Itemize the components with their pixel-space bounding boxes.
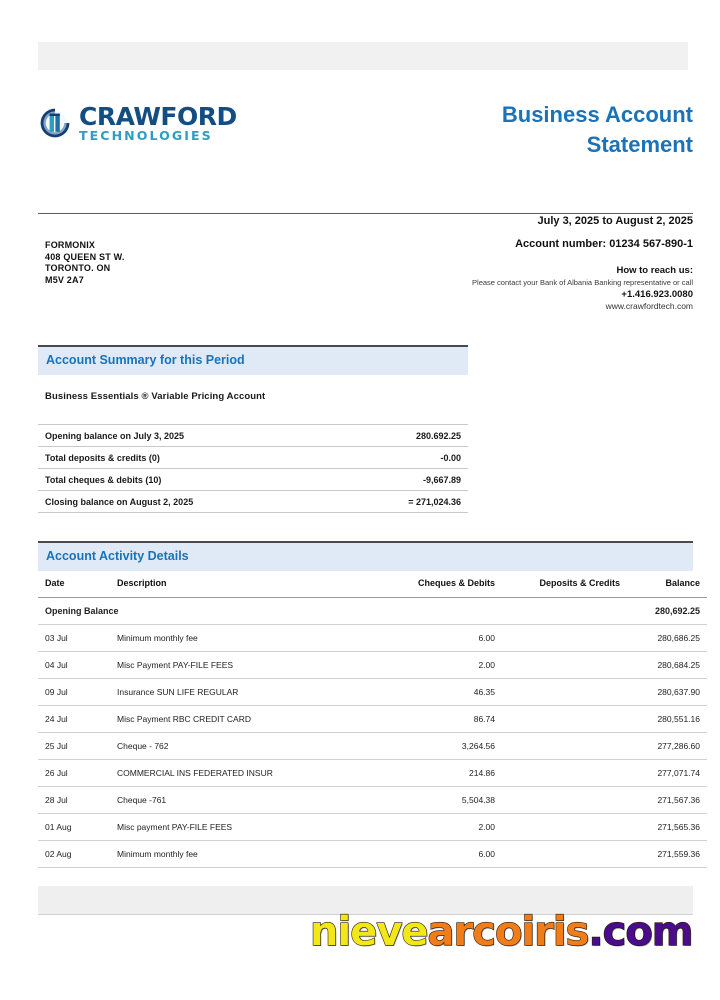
cell-balance: 280,551.16 <box>620 706 707 733</box>
cell-debit: 6.00 <box>360 841 495 868</box>
table-row[interactable] <box>38 787 707 814</box>
account-activity-title: Account Activity Details <box>46 549 189 563</box>
document-title-line1: Business Account <box>501 102 693 127</box>
cell-credit <box>495 679 620 706</box>
document-title <box>363 100 693 160</box>
cell-date: 26 Jul <box>38 760 117 787</box>
cell-debit: 3,264.56 <box>360 733 495 760</box>
cell-balance: 277,071.74 <box>620 760 707 787</box>
statement-period: July 3, 2025 to August 2, 2025 <box>537 215 693 227</box>
opening-balance-row <box>38 598 707 625</box>
cell-balance: 277,286.60 <box>620 733 707 760</box>
cell-balance: 271,567.36 <box>620 787 707 814</box>
logo-title: CRAWFORD <box>79 102 237 131</box>
account-activity-band <box>38 541 693 571</box>
table-row[interactable] <box>38 733 707 760</box>
cell-debit: 214.86 <box>360 760 495 787</box>
customer-name: FORMONIX <box>45 240 96 250</box>
cell-balance: 280,686.25 <box>620 625 707 652</box>
cell-description: Misc Payment PAY-FILE FEES <box>117 652 360 679</box>
watermark-part-3: .com <box>588 909 693 955</box>
summary-value: 280.692.25 <box>348 425 468 447</box>
summary-value: = 271,024.36 <box>348 491 468 513</box>
cell-credit <box>495 760 620 787</box>
opening-balance-debit <box>360 598 495 625</box>
summary-value: -0.00 <box>348 447 468 469</box>
cell-debit: 46.35 <box>360 679 495 706</box>
cell-credit <box>495 787 620 814</box>
cell-credit <box>495 706 620 733</box>
cell-date: 25 Jul <box>38 733 117 760</box>
summary-row <box>38 425 468 447</box>
document-title-line2: Statement <box>586 132 693 157</box>
header-divider <box>38 213 693 214</box>
summary-row <box>38 491 468 513</box>
how-to-reach-heading: How to reach us: <box>616 265 693 276</box>
cell-credit <box>495 625 620 652</box>
account-summary-band <box>38 345 468 375</box>
customer-postal-code: M5V 2A7 <box>45 274 84 285</box>
statement-header <box>38 100 693 180</box>
cell-balance: 271,565.36 <box>620 814 707 841</box>
cell-debit: 6.00 <box>360 625 495 652</box>
cell-debit: 2.00 <box>360 814 495 841</box>
column-header-date: Date <box>38 578 117 598</box>
cell-credit <box>495 733 620 760</box>
cell-credit <box>495 652 620 679</box>
cell-date: 09 Jul <box>38 679 117 706</box>
account-number: Account number: 01234 567-890-1 <box>515 238 693 250</box>
table-row[interactable] <box>38 625 707 652</box>
cell-description: COMMERCIAL INS FEDERATED INSUR <box>117 760 360 787</box>
summary-label: Total deposits & credits (0) <box>38 447 348 469</box>
cell-date: 04 Jul <box>38 652 117 679</box>
column-header-description: Description <box>117 578 360 598</box>
cell-description: Misc Payment RBC CREDIT CARD <box>117 706 360 733</box>
opening-balance-credit <box>495 598 620 625</box>
opening-balance-label: Opening Balance <box>38 598 360 625</box>
summary-label: Total cheques & debits (10) <box>38 469 348 491</box>
contact-website[interactable]: www.crawfordtech.com <box>605 301 693 311</box>
cell-date: 24 Jul <box>38 706 117 733</box>
contact-phone: +1.416.923.0080 <box>621 289 693 300</box>
account-meta-block <box>273 215 693 311</box>
cell-description: Minimum monthly fee <box>117 841 360 868</box>
cell-description: Minimum monthly fee <box>117 625 360 652</box>
account-activity-table <box>38 578 707 868</box>
table-row[interactable] <box>38 706 707 733</box>
cell-description: Cheque - 762 <box>117 733 360 760</box>
account-summary-title: Account Summary for this Period <box>46 353 245 367</box>
table-row[interactable] <box>38 841 707 868</box>
watermark <box>310 909 693 955</box>
customer-address-block <box>45 240 125 286</box>
summary-row <box>38 447 468 469</box>
watermark-part-1: nieve <box>310 909 428 955</box>
cell-debit: 86.74 <box>360 706 495 733</box>
cell-credit <box>495 814 620 841</box>
how-to-reach-body: Please contact your Bank of Albania Banking representative or call <box>472 278 693 287</box>
cell-date: 28 Jul <box>38 787 117 814</box>
cell-balance: 280,684.25 <box>620 652 707 679</box>
watermark-part-2: arcoiris <box>427 909 589 955</box>
cell-description: Cheque -761 <box>117 787 360 814</box>
cell-credit <box>495 841 620 868</box>
cell-debit: 2.00 <box>360 652 495 679</box>
logo-subtitle: TECHNOLOGIES <box>79 128 213 143</box>
summary-value: -9,667.89 <box>348 469 468 491</box>
table-row[interactable] <box>38 760 707 787</box>
table-header-row <box>38 578 707 598</box>
cell-description: Insurance SUN LIFE REGULAR <box>117 679 360 706</box>
cell-debit: 5,504.38 <box>360 787 495 814</box>
table-row[interactable] <box>38 652 707 679</box>
summary-label: Closing balance on August 2, 2025 <box>38 491 348 513</box>
account-summary-table <box>38 424 468 513</box>
column-header-debits: Cheques & Debits <box>360 578 495 598</box>
cell-date: 02 Aug <box>38 841 117 868</box>
cell-description: Misc payment PAY-FILE FEES <box>117 814 360 841</box>
cell-date: 01 Aug <box>38 814 117 841</box>
customer-address-line1: 408 QUEEN ST W. <box>45 251 125 262</box>
column-header-credits: Deposits & Credits <box>495 578 620 598</box>
product-name: Business Essentials ® Variable Pricing Account <box>45 391 266 402</box>
cell-balance: 280,637.90 <box>620 679 707 706</box>
table-row[interactable] <box>38 814 707 841</box>
top-gray-band <box>38 42 688 70</box>
cell-date: 03 Jul <box>38 625 117 652</box>
customer-address-line2: TORONTO. ON <box>45 263 111 273</box>
company-logo <box>38 104 237 143</box>
opening-balance-value: 280,692.25 <box>620 598 707 625</box>
column-header-balance: Balance <box>620 578 707 598</box>
crawford-ring-icon <box>38 106 72 140</box>
summary-row <box>38 469 468 491</box>
cell-balance: 271,559.36 <box>620 841 707 868</box>
summary-label: Opening balance on July 3, 2025 <box>38 425 348 447</box>
table-row[interactable] <box>38 679 707 706</box>
